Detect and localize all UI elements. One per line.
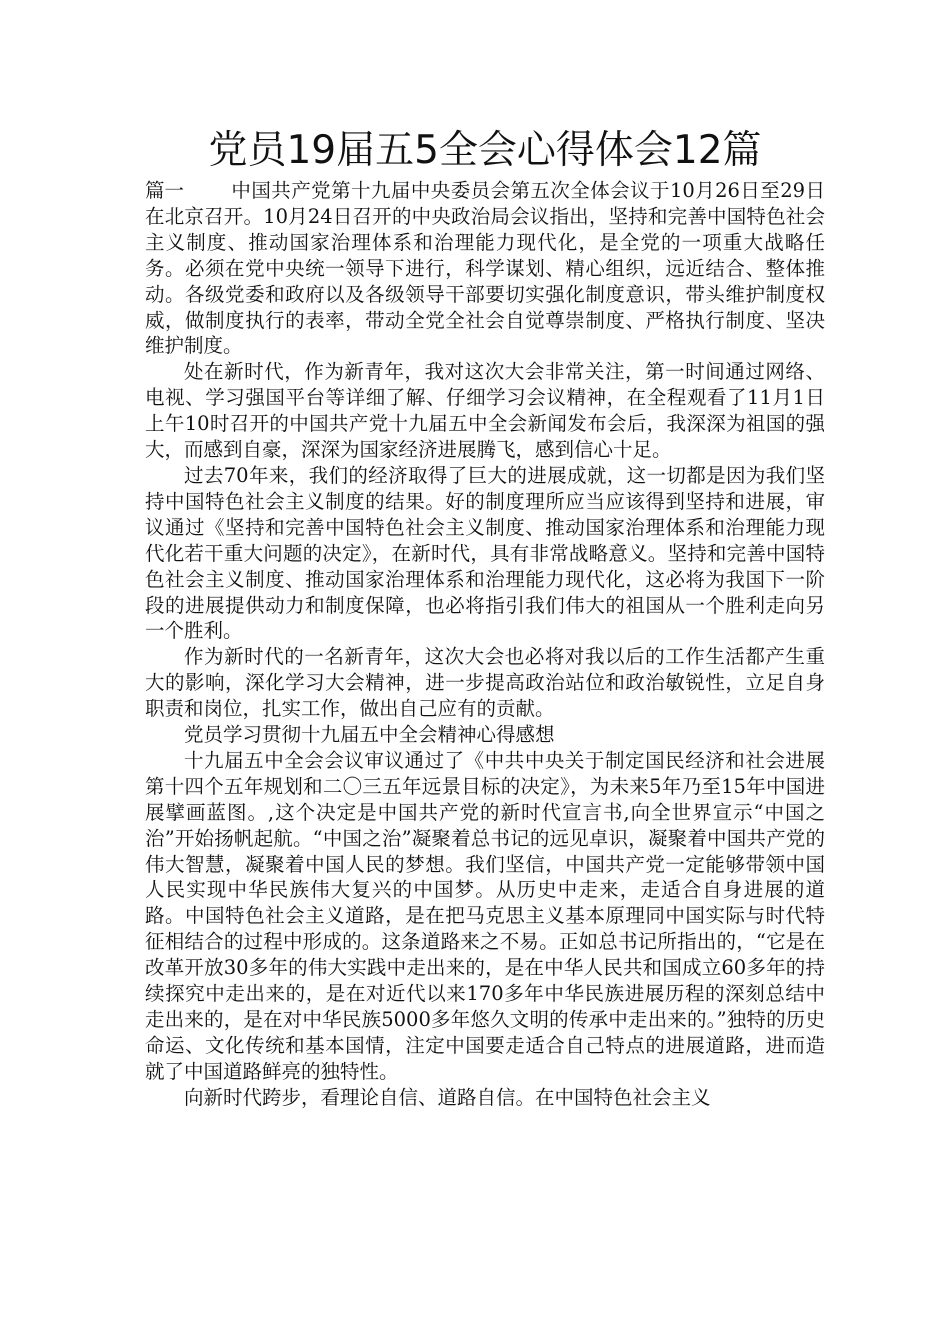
- paragraph-4: 作为新时代的一名新青年，这次大会也必将对我以后的工作生活都产生重大的影响，深化学习大会精神，进一步提高政治站位和政治敏锐性，立足自身职责和岗位，扎实工作，做出自己应有的贡献。: [145, 645, 825, 721]
- paragraph-1: [145, 178, 825, 359]
- paragraph-5: 十九届五中全会会议审议通过了《中共中央关于制定国民经济和社会进展第十四个五年规划和二〇三五年远景目标的决定》，为未来5年乃至15年中国进展擘画蓝图。,这个决定是中国共产党的新时代宣言书,向全世界宣示“中国之治”开始扬帆起航。“中国之治”凝聚着总书记的远见卓识，凝聚着中国共产党的伟大智慧，凝聚着中国人民的梦想。我们坚信，中国共产党一定能够带领中国人民实现中华民族伟大复兴的中国梦。从历史中走来，走适合自身进展的道路。中国特色社会主义道路，是在把马克思主义基本原理同中国实际与时代特征相结合的过程中形成的。这条道路来之不易。正如总书记所指出的，“它是在改革开放30多年的伟大实践中走出来的，是在中华人民共和国成立60多年的持续探究中走出来的，是在对近代以来170多年中华民族进展历程的深刻总结中走出来的，是在对中华民族5000多年悠久文明的传承中走出来的。”独特的历史命运、文化传统和基本国情，注定中国要走适合自己特点的进展道路，进而造就了中国道路鲜亮的独特性。: [145, 748, 825, 1083]
- paragraph-1-text: 中国共产党第十九届中央委员会第五次全体会议于10月26日至29日在北京召开。10月24日召开的中央政治局会议指出，坚持和完善中国特色社会主义制度、推动国家治理体系和治理能力现代化，是全党的一项重大战略任务。必须在党中央统一领导下进行，科学谋划、精心组织，远近结合、整体推动。各级党委和政府以及各级领导干部要切实强化制度意识，带头维护制度权威，做制度执行的表率，带动全党全社会自觉尊崇制度、严格执行制度、坚决维护制度。: [145, 179, 825, 358]
- paragraph-3: 过去70年来，我们的经济取得了巨大的进展成就，这一切都是因为我们坚持中国特色社会主义制度的结果。好的制度理所应当应该得到坚持和进展，审议通过《坚持和完善中国特色社会主义制度、推动国家治理体系和治理能力现代化若干重大问题的决定》，在新时代，具有非常战略意义。坚持和完善中国特色社会主义制度、推动国家治理体系和治理能力现代化，这必将为我国下一阶段的进展提供动力和制度保障，也必将指引我们伟大的祖国从一个胜利走向另一个胜利。: [145, 463, 825, 643]
- section-heading: 党员学习贯彻十九届五中全会精神心得感想: [184, 723, 555, 747]
- paragraph-6: 向新时代跨步，看理论自信、道路自信。在中国特色社会主义: [184, 1085, 711, 1109]
- document-page: [145, 128, 825, 1111]
- section-label: 篇一: [145, 179, 185, 202]
- paragraph-2: 处在新时代，作为新青年，我对这次大会非常关注，第一时间通过网络、电视、学习强国平台等详细了解、仔细学习会议精神，在全程观看了11月1日上午10时召开的中国共产党十九届五中全会新闻发布会后，我深深为祖国的强大，而感到自豪，深深为国家经济进展腾飞，感到信心十足。: [145, 360, 825, 462]
- document-title: 党员19届五5全会心得体会12篇: [208, 128, 762, 173]
